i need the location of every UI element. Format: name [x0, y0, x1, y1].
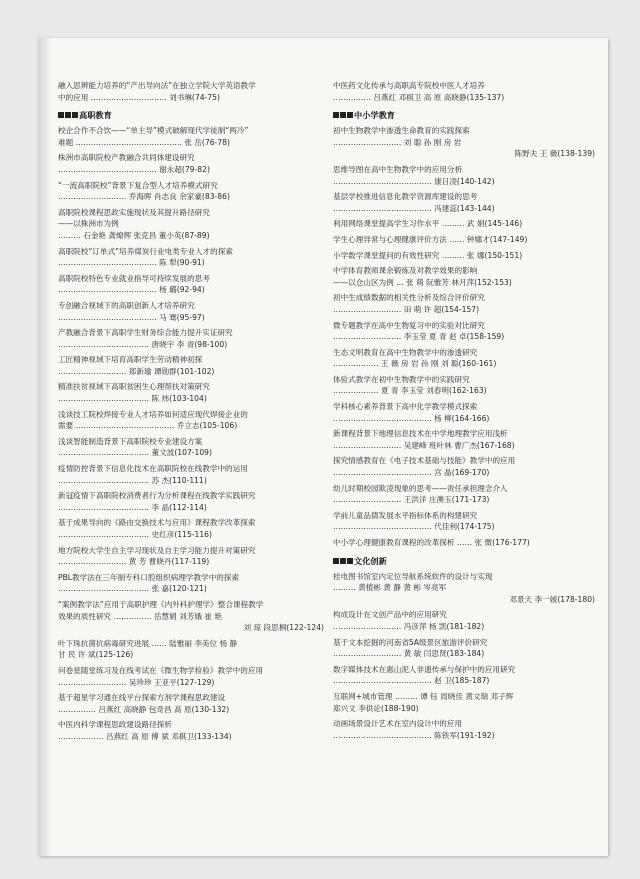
contents-entry: [58, 665, 324, 688]
section-heading: [333, 109, 595, 121]
contents-entry: [58, 436, 324, 459]
entry-title-line: 小学数学课堂提问的有效性研究 ……… 张 娜(150-151): [333, 250, 523, 260]
contents-entry: [58, 545, 324, 568]
entry-title-line: 浅谈智能制造背景下高职院校专业建设方案: [58, 436, 203, 446]
contents-entry: [333, 401, 595, 424]
contents-entry: [333, 125, 595, 160]
contents-entry: [333, 691, 595, 714]
contents-entry: [333, 537, 595, 549]
contents-entry: [333, 609, 595, 632]
entry-title-line: 学前儿童品德发展水平指标体系的构建研究: [333, 510, 478, 520]
contents-column-left: [58, 80, 324, 747]
journal-contents-page: [38, 38, 608, 856]
square-bullet-icon: [72, 112, 78, 118]
entry-detail-line: ……………………………… 李 晶(112-114): [58, 502, 207, 512]
contents-entry: [58, 300, 324, 323]
entry-detail-line: ……………………… 冯彦萍 杨 凯(181-182): [333, 621, 485, 631]
contents-entry: [333, 347, 595, 370]
entry-title-line: 幼儿时期校园欺凌现象的思考——责任承担理念介入: [333, 483, 508, 493]
entry-title-line: 思维导图在高中生物教学中的应用分析: [333, 164, 463, 174]
entry-title-line: PBL教学法在三年制专科口腔组织病理学教学中的探索: [58, 572, 240, 582]
entry-detail-line: ………………………………… 冯建蕊(143-144): [333, 203, 495, 213]
entry-detail-line: ………………………………… 赵 卫(185-187): [333, 676, 490, 686]
entry-title-line: 株洲市高职院校产教融合共同体建设研究: [58, 153, 195, 163]
entry-detail-line: ……………………… 田 萌 许 超(154-157): [333, 304, 480, 314]
entry-detail-line: ……………………… 黄 芳 曹晓丹(117-119): [58, 557, 210, 567]
entry-detail-line: ……………………………… 唐晓宇 李 青(98-100): [58, 339, 228, 349]
entry-detail-line: …………… 吕燕红 高晓静 包奇昌 高 原(130-132): [58, 704, 230, 714]
entry-title-line: 桂电图书馆室内定位导航系统软件的设计与实现: [333, 571, 493, 581]
square-bullet-icon: [347, 558, 353, 564]
entry-title-line: 新课程背景下地理信息技术在中学地理教学应用浅析: [333, 429, 508, 439]
entry-title-line: 利用网络课堂提高学生习作水平 ……… 武 娟(145-146): [333, 219, 523, 229]
entry-detail-line: ……………………… 郑新瑜 谭勋群(101-102): [58, 366, 215, 376]
entry-title-line: 浅谈技工院校焊接专业人才培养如何适应现代焊接企业的: [58, 409, 248, 419]
entry-detail-line: ………………………………… 陈 犁(90-91): [58, 258, 205, 268]
entry-detail-line: 难题 …………………………………… 张 岳(76-78): [58, 137, 230, 147]
entry-title-line: 初中生物教学中渗透生命教育的实践探索: [333, 126, 470, 136]
section-heading-text: 高职教育: [79, 110, 112, 121]
entry-title-line: 学科核心素养背景下高中化学教学模式探索: [333, 402, 478, 412]
contents-entry: [58, 599, 324, 634]
page-spine-shadow: [38, 38, 52, 856]
contents-entry: [333, 483, 595, 506]
entry-title-line: 基层学校推进信息化教学资源库建设的思考: [333, 192, 478, 202]
contents-column-right: [333, 80, 595, 745]
contents-entry: [333, 718, 595, 741]
contents-entry: [333, 234, 595, 246]
entry-detail-line: ………………………………… 代佳利(174-175): [333, 522, 495, 532]
entry-title-line: “一流高职院校”背景下复合型人才培养模式研究: [58, 180, 218, 190]
contents-entry: [333, 80, 595, 103]
contents-entry: [58, 692, 324, 715]
entry-detail-line: 郑兴文 李供论(188-190): [333, 703, 419, 713]
entry-title-line: 体验式教学在初中生物教学中的实践研究: [333, 374, 470, 384]
square-bullet-icon: [340, 112, 346, 118]
entry-title-line: 高职院校特色专业就业指导可持续发展的思考: [58, 273, 210, 283]
contents-entry: [58, 719, 324, 742]
contents-entry: [333, 571, 595, 606]
entry-detail-line: ………………………………… 宫 晶(169-170): [333, 468, 490, 478]
entry-title-line: 生态文明教育在高中生物教学中的渗透研究: [333, 347, 478, 357]
contents-entry: [58, 354, 324, 377]
contents-entry: [58, 409, 324, 432]
entry-title-line: 叶下珠抗菌抗病毒研究进展 …… 陆雅丽 李美位 杨 静: [58, 638, 238, 648]
entry-title-line: 构成设计在文创产品中的应用研究: [333, 610, 447, 620]
entry-detail-line: ………………………………… 谢永超(79-82): [58, 164, 210, 174]
contents-entry: [333, 510, 595, 533]
entry-title-line: 基于成果导向的《路由交换技术与应用》课程教学改革探索: [58, 518, 256, 528]
contents-entry: [58, 381, 324, 404]
contents-entry: [58, 490, 324, 513]
entry-detail-line: ……………………… 吴珍珍 王亚平(127-129): [58, 677, 215, 687]
entry-detail-line: 陈野夫 王 薇(138-139): [514, 149, 595, 159]
entry-title-line: 探究情感教育在《电子技术基础与技能》教学中的应用: [333, 456, 516, 466]
contents-entry: [333, 374, 595, 397]
square-bullet-icon: [347, 112, 353, 118]
entry-detail-line: ………………………………… 陈铁军(191-192): [333, 730, 495, 740]
entry-detail-line: ……………… 王 薇 房 岩 孙 刚 刘 聪(160-161): [333, 359, 497, 369]
contents-entry: [58, 517, 324, 540]
entry-detail-line: ……………………… 吴建峰 班叶林 曹广杰(167-168): [333, 440, 515, 450]
entry-detail-line: 效果的质性研究 …………… 岳慧娟 刘芳娥 崔 艳: [58, 611, 222, 621]
contents-entry: [333, 250, 595, 262]
entry-detail-line: ……………………… 李玉莹 夏 青 赵 卓(158-159): [333, 332, 505, 342]
entry-title-line: 专创融合视域下的高职创新人才培养研究: [58, 300, 195, 310]
entry-title-line: 基于文本挖掘的河南省5A级景区旅游评价研究: [333, 637, 488, 647]
contents-entry: [58, 152, 324, 175]
entry-title-line: 基于超星学习通在线平台探索方剂学课程思政建设: [58, 693, 226, 703]
square-bullet-icon: [65, 112, 71, 118]
entry-detail-line: ……………………… 黄 敏 闫思贤(183-184): [333, 649, 485, 659]
entry-detail-line: ………………………………… 杨 璐(92-94): [58, 285, 205, 295]
entry-title-line: 新冠疫情下高职院校消费者行为分析课程在线教学实践研究: [58, 491, 256, 501]
contents-entry: [333, 320, 595, 343]
entry-detail-line: ……………………………… 史红彦(115-116): [58, 530, 212, 539]
entry-title-line: 中小学心理健康教育课程的改革探析 …… 张 微(176-177): [333, 538, 530, 547]
contents-entry: [333, 265, 595, 288]
entry-detail-line: 刘 琼 段思桐(122-124): [243, 623, 324, 633]
contents-entry: [58, 125, 324, 148]
section-heading: [58, 109, 324, 121]
entry-title-line: 中学体育教师课余锻炼及对教学效果的影响: [333, 266, 478, 276]
entry-detail-line: ……………… 吕燕红 高 原 傅 斌 邓棋卫(133-134): [58, 731, 232, 741]
entry-detail-line: ……………………… 刘 聪 孙 刚 房 岩: [333, 137, 462, 147]
square-bullet-icon: [333, 112, 339, 118]
entry-title-line: 动画场景设计艺术在室内设计中的应用: [333, 719, 463, 729]
entry-title-line: 微专题教学在高中生物复习中的实验对比研究: [333, 320, 485, 330]
contents-entry: [58, 273, 324, 296]
entry-detail-line: …………… 吕燕红 邓棋卫 高 原 高晓静(135-137): [333, 92, 505, 102]
entry-detail-line: ——以株洲市为例: [58, 219, 119, 229]
entry-title-line: 工匠精神视域下培育高职学生劳动精神初探: [58, 355, 203, 365]
entry-detail-line: ………………………………… 康日凌(140-142): [333, 176, 495, 186]
entry-detail-line: ……………………………… 苏 杰(110-111): [58, 475, 207, 485]
contents-entry: [58, 207, 324, 242]
entry-title-line: 校企合作不合饮——“单主导”模式破解现代学徒制“两冷”: [58, 126, 249, 136]
entry-detail-line: ……… 黄植彬 黄 静 黄 彬 岑亮军: [333, 583, 447, 593]
contents-entry: [58, 572, 324, 595]
contents-entry: [58, 463, 324, 486]
entry-title-line: 中医内科学课程思政建设路径探析: [58, 720, 172, 730]
contents-entry: [58, 180, 324, 203]
entry-title-line: 问卷星随堂练习及在线考试在《微生物学检验》教学中的应用: [58, 665, 264, 675]
entry-title-line: 疫情防控背景下信息化技术在高职院校在线教学中的运用: [58, 464, 248, 474]
square-bullet-icon: [340, 558, 346, 564]
entry-detail-line: ……………… 夏 青 李玉莹 刘春明(162-163): [333, 386, 487, 396]
entry-detail-line: ……………………………… 董文波(107-109): [58, 448, 212, 458]
entry-title-line: 初中生成绩数据的相关性分析及综合评价研究: [333, 293, 485, 303]
entry-detail-line: 需要 ………………………………… 乔立志(105-106): [58, 421, 238, 431]
entry-title-line: 数字媒体技术在惠山泥人非遗传承与保护中的应用研究: [333, 664, 516, 674]
contents-entry: [58, 246, 324, 269]
section-heading-text: 文化创新: [354, 555, 387, 566]
entry-detail-line: ……………………………… 陈 炜(103-104): [58, 394, 207, 404]
entry-title-line: 学生心理异常与心理健康评价方法 …… 钟娜才(147-149): [333, 234, 528, 244]
entry-detail-line: ……………………… 王洪洋 庄澳玉(171-173): [333, 495, 490, 505]
entry-title-line: 地方院校大学生自主学习现状及自主学习能力提升对策研究: [58, 545, 256, 555]
entry-title-line: “案例教学法”应用于高职护理《内外科护理学》整合课程教学: [58, 599, 264, 609]
entry-detail-line: 甘 民 许 斌(125-126): [58, 650, 134, 660]
contents-entry: [333, 664, 595, 687]
entry-detail-line: ………………………………… 杨 柳(164-166): [333, 413, 490, 423]
section-heading: [333, 555, 595, 567]
entry-title-line: 高职院校课程思政实施现状及其提升路径研究: [58, 207, 210, 217]
entry-detail-line: ……………………… 乔海晖 肖志良 余家豪(83-86): [58, 192, 230, 202]
contents-entry: [333, 637, 595, 660]
entry-title-line: 中医药文化传承与高职高专院校中医人才培养: [333, 81, 485, 90]
square-bullet-icon: [333, 558, 339, 564]
contents-entry: [333, 191, 595, 214]
entry-title-line: 产教融合背景下高职学生财务综合能力提升实证研究: [58, 328, 233, 338]
entry-detail-line: ……………………………… 张 嘉(120-121): [58, 584, 207, 594]
entry-title-line: 互联网+城市管理 ……… 谭 钰 周晓佳 黄文瑞 邓子辉: [333, 691, 514, 701]
contents-entry: [333, 428, 595, 451]
entry-detail-line: 中的应用 ………………………… 刘书琳(74-75): [58, 92, 220, 102]
section-heading-text: 中小学教育: [354, 110, 395, 121]
entry-detail-line: 邓景天 李一媛(178-180): [509, 594, 595, 604]
contents-entry: [58, 327, 324, 350]
entry-title-line: 高职院校“订单式”培养煤炭行业电类专业人才的探索: [58, 246, 233, 256]
square-bullet-icon: [58, 112, 64, 118]
entry-title-line: 融入思辨能力培养的“产出导向法”在独立学院大学英语教学: [58, 81, 256, 90]
contents-entry: [58, 80, 324, 103]
contents-entry: [333, 292, 595, 315]
entry-detail-line: ——以仓山区为例 … 张 萌 阮雅芳 林月萍(152-153): [333, 277, 512, 287]
entry-detail-line: ……… 石金艳 龚燎辉 张克昌 董小英(87-89): [58, 230, 210, 240]
contents-entry: [333, 164, 595, 187]
contents-entry: [58, 638, 324, 661]
entry-title-line: 精准扶贫视域下高职贫困生心理帮扶对策研究: [58, 382, 210, 392]
contents-entry: [333, 455, 595, 478]
contents-entry: [333, 218, 595, 230]
entry-detail-line: ………………………………… 马 骞(95-97): [58, 312, 205, 322]
